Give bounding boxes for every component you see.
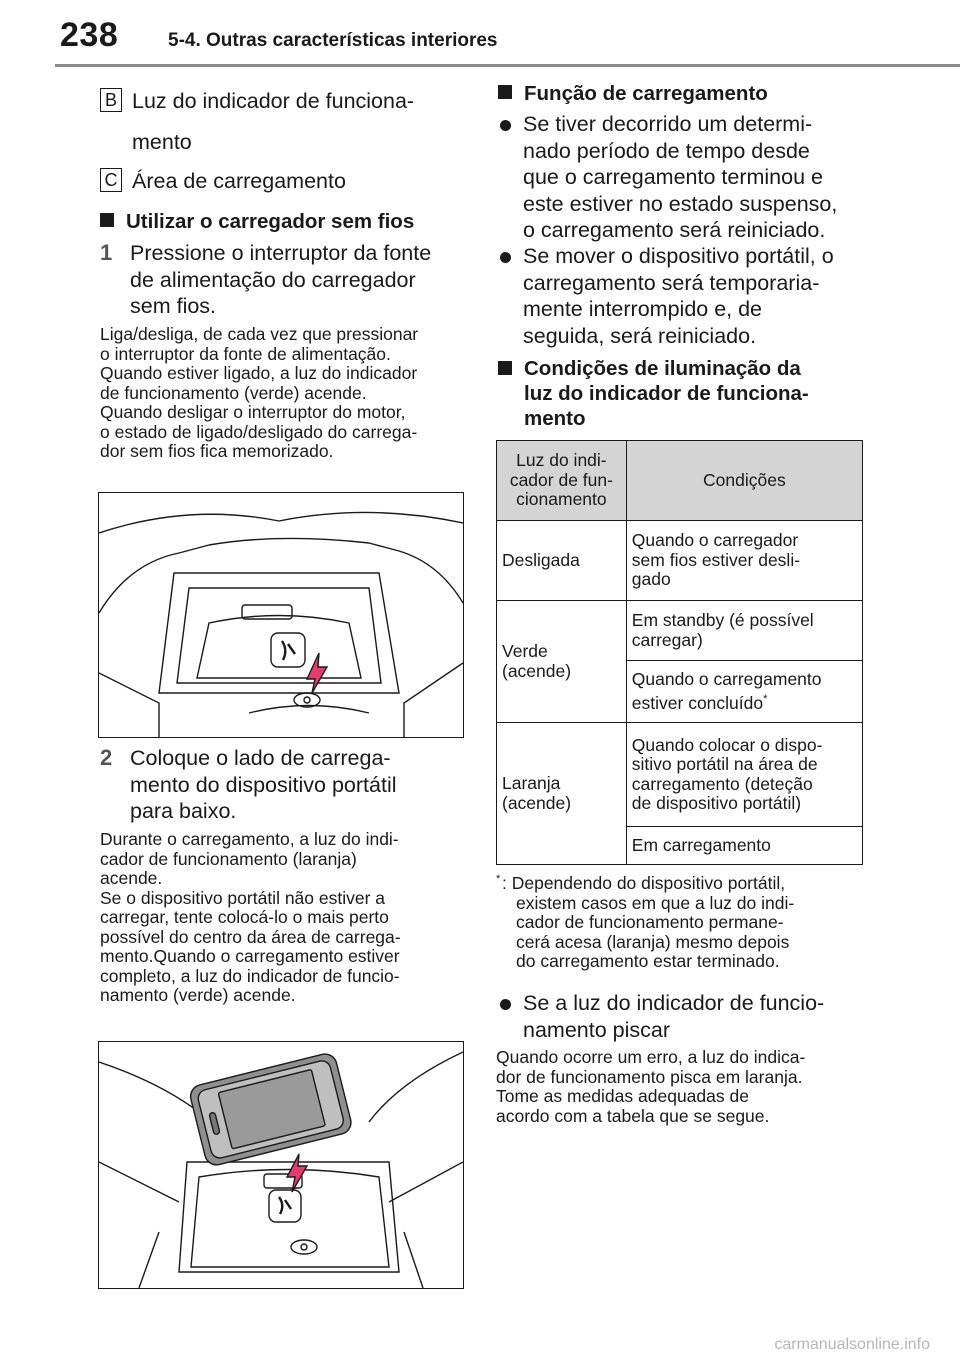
note-line: acende. (100, 868, 163, 888)
heading-wireless-text: Utilizar o carregador sem fios (126, 210, 415, 233)
footnote-marker: * (763, 692, 768, 705)
square-bullet-icon (100, 213, 114, 227)
label-c-legend (100, 166, 470, 196)
step-2-line: para baixo. (130, 799, 237, 823)
step-2 (100, 745, 470, 825)
note-line: carregar, tente colocá-lo o mais perto (100, 907, 389, 927)
footnote-line: do carregamento estar terminado. (516, 951, 780, 971)
bullet-3-line: Se a luz do indicador de funcio- (523, 991, 825, 1015)
heading-wireless-charger (100, 209, 414, 234)
note-line: o estado de ligado/desligado do carrega- (100, 421, 418, 442)
footnote-line: existem casos em que a luz do indi- (516, 892, 795, 913)
indicator-conditions-table (496, 440, 863, 865)
bullet-dot-icon (500, 252, 511, 263)
state-off: Desligada (497, 521, 627, 601)
label-b-box: B (100, 88, 122, 112)
step-2-line: mento do dispositivo portátil (130, 772, 397, 797)
note-line: namento (verde) acende. (100, 985, 296, 1005)
condition-standby (626, 601, 862, 661)
note-line: Quando ocorre um erro, a luz do indica- (496, 1047, 806, 1067)
label-b-text: Luz do indicador de funciona- (132, 89, 415, 113)
bullet-dot-icon (500, 999, 511, 1010)
bullet-1-line: este estiver no estado suspenso, (523, 191, 838, 216)
heading-lighting-conditions (498, 356, 868, 431)
bullet-2-line: carregamento será temporaria- (523, 270, 820, 295)
note-line: Quando desligar o interruptor do motor, (100, 402, 406, 422)
bullet-2-line: mente interrompido e, de (523, 297, 763, 321)
square-bullet-icon (498, 85, 512, 99)
note-line: Quando estiver ligado, a luz do indicador (100, 363, 418, 383)
bullet-3 (500, 990, 880, 1043)
footnote-line: cerá acesa (laranja) mesmo depois (516, 931, 790, 952)
note-line: cador de funcionamento (laranja) (100, 848, 357, 869)
heading-line: Condições de iluminação da (524, 357, 801, 380)
state-green (497, 601, 627, 723)
cell-line: (acende) (502, 792, 572, 813)
heading-line: luz do indicador de funciona- (524, 382, 809, 405)
bullet-1-line: que o carregamento terminou e (523, 165, 823, 189)
note-line: possível do centro da área de carrega- (100, 926, 401, 947)
note-line: Tome as medidas adequadas de (496, 1086, 749, 1106)
step-1 (100, 240, 470, 320)
table-header-conditions: Condições (626, 441, 862, 521)
square-bullet-icon (498, 361, 512, 375)
step-1-line: Pressione o interruptor da fonte (130, 241, 432, 265)
note-line: Se o dispositivo portátil não estiver a (100, 887, 386, 908)
step-1-line: de alimentação do carregador (130, 267, 416, 292)
label-c-text: Área de carregamento (132, 169, 346, 193)
cell-line: (acende) (502, 660, 572, 681)
note-1 (100, 325, 470, 462)
condition-complete (626, 661, 862, 723)
condition-charging: Em carregamento (626, 827, 862, 865)
cell-line: sem fios estiver desli- (631, 549, 801, 570)
header-line: cionamento (516, 489, 607, 510)
heading-charging-function (498, 81, 768, 106)
footnote (496, 874, 876, 972)
table-header-row (497, 441, 863, 521)
step-1-line: sem fios. (130, 294, 217, 318)
footnote-line: : Dependendo do dispositivo portátil, (502, 873, 786, 893)
note-line: o interruptor da fonte de alimentação. (100, 343, 391, 364)
note-line: de funcionamento (verde) acende. (100, 382, 367, 403)
cell-line: Verde (502, 641, 548, 661)
heading-charging-function-text: Função de carregamento (524, 82, 768, 105)
heading-line: mento (524, 407, 586, 430)
cell-line: Em standby (é possível (631, 610, 814, 630)
note-line: mento.Quando o carregamento estiver (100, 946, 400, 966)
note-line: completo, a luz do indicador de funcio- (100, 965, 400, 986)
table-header-indicator (497, 441, 627, 521)
note-line: acordo com a tabela que se segue. (496, 1105, 770, 1126)
cell-line: gado (631, 569, 671, 590)
header-divider (55, 64, 960, 67)
bullet-2 (500, 243, 880, 349)
watermark: carmanualsonline.info (774, 1336, 930, 1353)
footnote-mark: * (496, 873, 501, 885)
note-3 (496, 1048, 876, 1126)
table-row (497, 723, 863, 827)
page-number: 238 (60, 16, 119, 54)
note-line: dor sem fios fica memorizado. (100, 441, 334, 461)
section-title: 5-4. Outras características interiores (168, 30, 498, 51)
cell-line: Laranja (502, 773, 561, 793)
bullet-2-line: Se mover o dispositivo portátil, o (523, 244, 834, 268)
cell-line: estiver concluído (631, 692, 764, 713)
condition-off (626, 521, 862, 601)
step-2-number: 2 (100, 745, 113, 770)
bullet-dot-icon (500, 120, 511, 131)
state-orange (497, 723, 627, 865)
illustration-place-device (98, 1041, 464, 1289)
bullet-1-line: Se tiver decorrido um determi- (523, 112, 813, 136)
note-2 (100, 830, 470, 1006)
bullet-1-line: nado período de tempo desde (523, 138, 810, 163)
bullet-1 (500, 111, 880, 244)
cell-line: de dispositivo portátil) (631, 793, 802, 813)
table-row (497, 521, 863, 601)
cell-line: carregamento (deteção (631, 773, 813, 794)
note-line: dor de funcionamento pisca em laranja. (496, 1066, 803, 1087)
footnote-line: cador de funcionamento permane- (516, 912, 784, 932)
cell-line: sitivo portátil na área de (631, 754, 818, 774)
label-c-box: C (100, 168, 122, 192)
table-row (497, 601, 863, 661)
header-line: cador de fun- (509, 469, 613, 490)
cell-line: Quando o carregamento (631, 669, 822, 690)
bullet-2-line: seguida, será reiniciado. (523, 323, 757, 348)
cell-line: carregar) (631, 629, 703, 650)
step-1-number: 1 (100, 240, 113, 265)
cell-line: Quando colocar o dispo- (631, 734, 823, 755)
note-line: Liga/desliga, de cada vez que pressionar (100, 324, 419, 344)
label-b-legend (100, 86, 470, 156)
cell-line: Quando o carregador (631, 530, 799, 551)
bullet-3-line: namento piscar (523, 1017, 670, 1042)
step-2-line: Coloque o lado de carrega- (130, 746, 391, 770)
bullet-1-line: o carregamento será reiniciado. (523, 218, 826, 242)
note-line: Durante o carregamento, a luz do indi- (100, 829, 399, 849)
header-line: Luz do indi- (516, 450, 607, 471)
label-b-text-cont: mento (132, 130, 192, 154)
condition-detect (626, 723, 862, 827)
illustration-charger-switch (98, 492, 464, 738)
